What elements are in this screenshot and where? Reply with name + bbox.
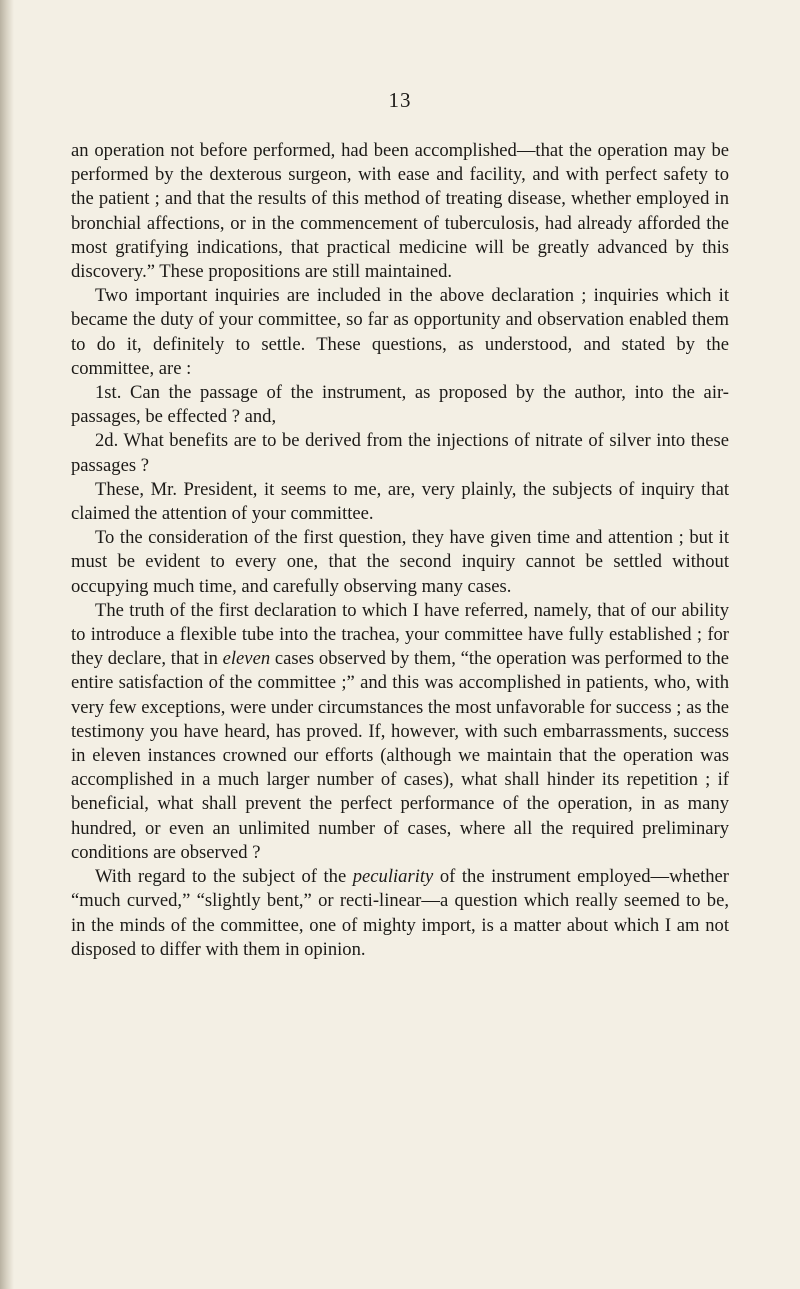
page-number: 13: [388, 88, 412, 112]
page-binding-edge: [0, 0, 14, 1289]
paragraph: These, Mr. President, it seems to me, are, very plainly, the subjects of inquiry that claimed the attention of your committee.: [71, 478, 729, 525]
paragraph-text: cases observed by them, “the operation was performed to the entire satisfaction of the committee ;” and this was accomplished in patients, who, with very few exceptions, were under circumstances the most unfavorable for success ; as the testimony you have heard, has proved. If, however, with such embarrassments, success in eleven instances crowned our efforts (although we maintain that the operation was accomplished in a much larger number of cases), what shall hinder its repetition ; if beneficial, what shall prevent the perfect performance of the operation, in as many hundred, or even an unlimited number of cases, where all the required preliminary conditions are observed ?: [71, 648, 729, 863]
paragraph: Two important inquiries are included in the above declaration ; inquiries which it became the duty of your committee, so far as opportunity and observation enabled them to do it, definitely to settle. These questions, as understood, and stated by the committee, are :: [71, 285, 729, 379]
paragraph: an operation not before performed, had been accomplished—that the operation may be performed by the dexterous surgeon, with ease and facility, and with perfect safety to the patient ; and that the results of this method of treating disease, whether employed in bronchial affections, or in the commencement of tuberculosis, had already afforded the most gratifying indications, that practical medicine will be greatly advanced by this discovery.” These propositions are still maintained.: [71, 140, 729, 283]
paragraph: 2d. What benefits are to be derived from the injections of nitrate of silver into these passages ?: [71, 430, 729, 476]
paragraph: To the consideration of the first question, they have given time and attention ; but it must be evident to every one, that the second inquiry cannot be settled without occupying much time, and carefully observing many cases.: [71, 527, 729, 597]
emphasis-peculiarity: peculiarity: [352, 866, 434, 888]
paragraph: [71, 599, 729, 865]
body-text: [71, 139, 729, 962]
paragraph: [71, 865, 729, 962]
paragraph-text: With regard to the subject of the: [95, 866, 353, 888]
paragraph: 1st. Can the passage of the instrument, as proposed by the author, into the air-passages, be effected ? and,: [71, 382, 729, 428]
paragraph-text: of the instrument employed—whether “much curved,” “slightly bent,” or recti-linear—a question which really seemed to be, in the minds of the committee, one of mighty import, is a matter about which I am not disposed to differ with them in opinion.: [71, 866, 729, 960]
emphasis-eleven: eleven: [222, 648, 271, 670]
paragraph-text: The truth of the first declaration to which I have referred, namely, that of our ability to introduce a flexible tube into the trachea, your committee have fully established ; for they declare, that in: [71, 599, 729, 670]
